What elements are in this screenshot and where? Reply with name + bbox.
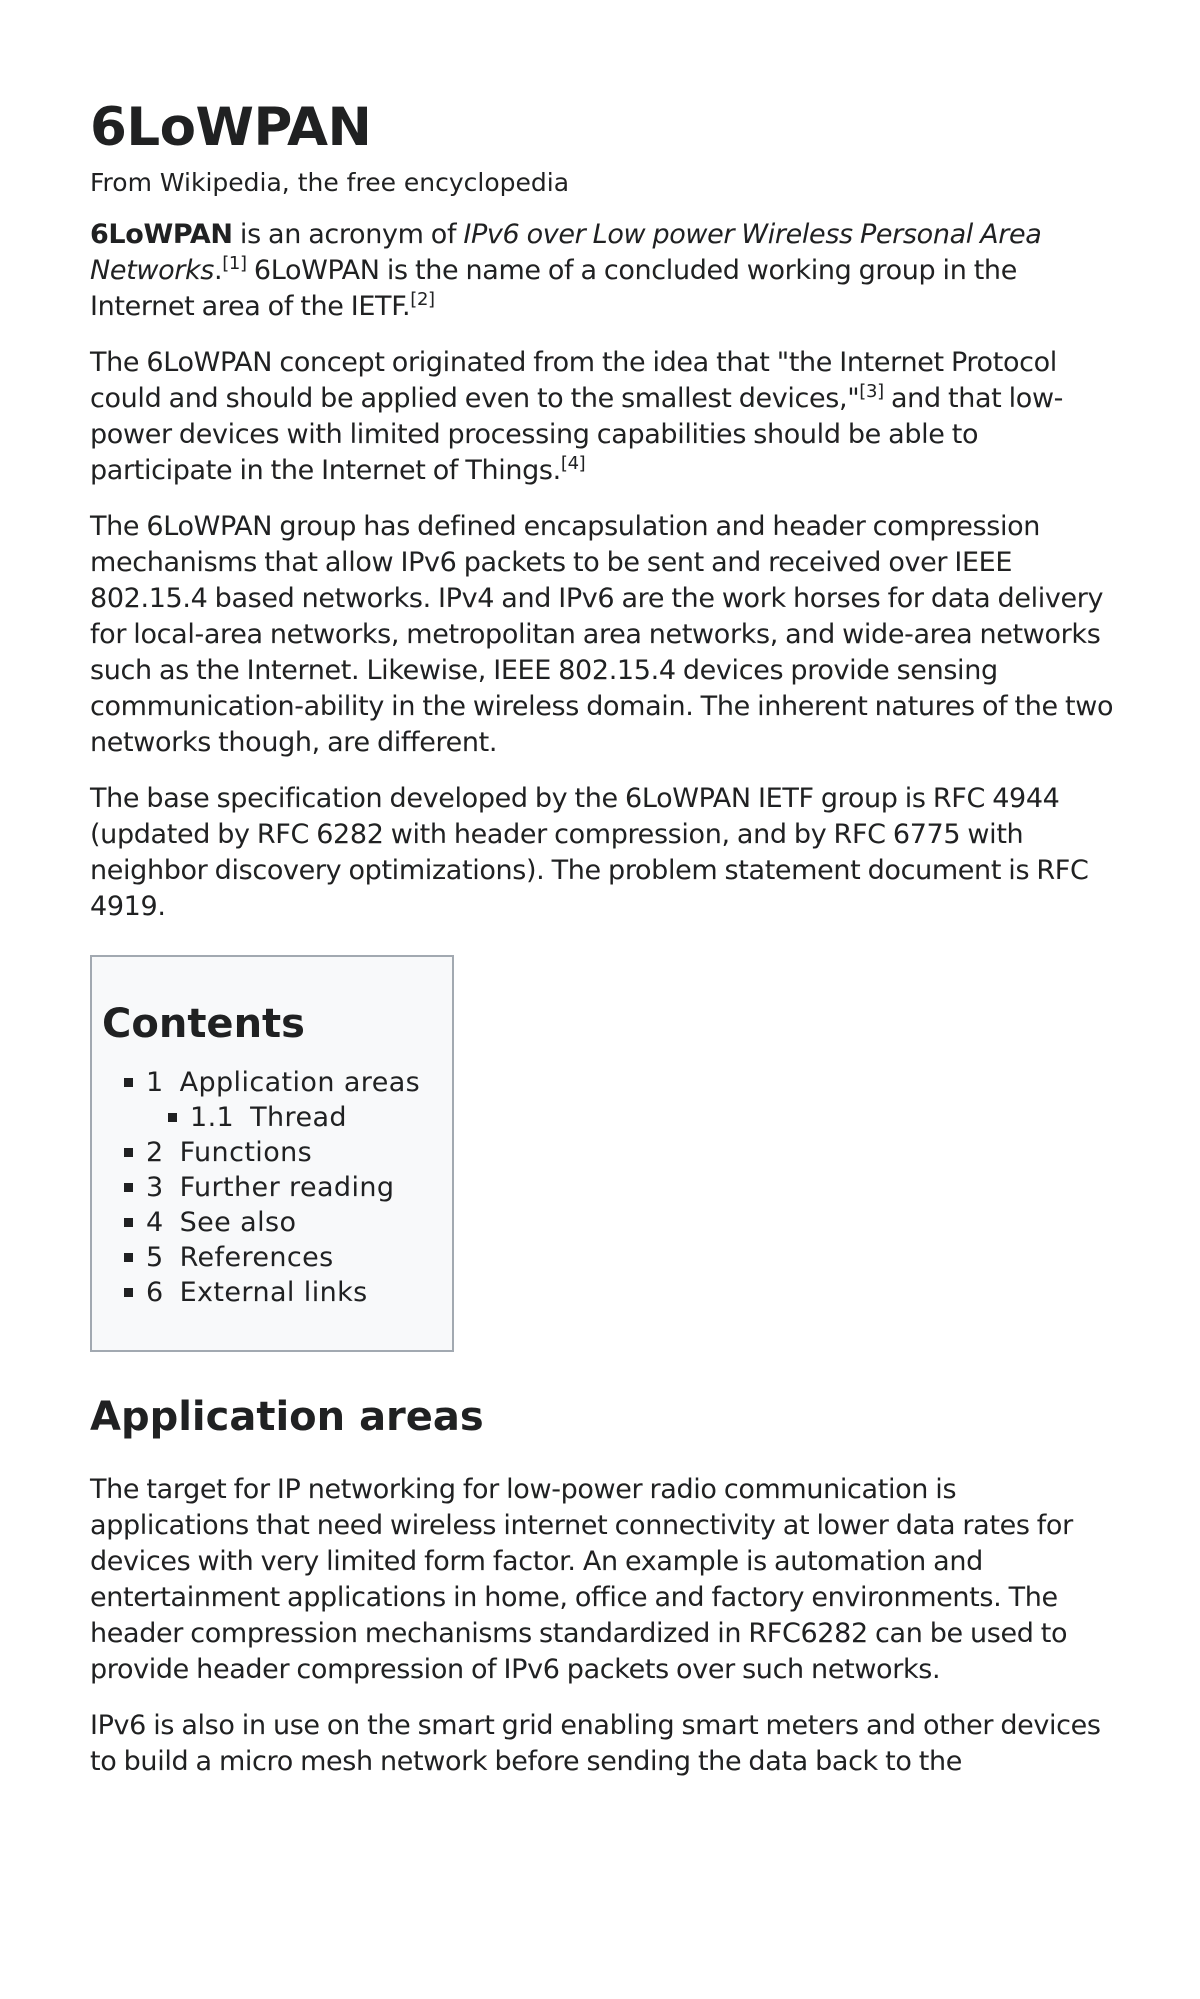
toc-heading: Contents [102, 1000, 305, 1047]
toc-item-thread[interactable]: 1.1 Thread [190, 1100, 442, 1135]
term-bold: 6LoWPAN [90, 218, 233, 250]
application-paragraph-2: IPv6 is also in use on the smart grid enabling smart meters and other devices to build a micro mesh network before sending the data back to the [90, 1709, 1101, 1777]
tagline: From Wikipedia, the free encyclopedia [90, 167, 570, 197]
reference-link-2[interactable]: [2] [410, 288, 435, 310]
article [90, 96, 1120, 1780]
intro-paragraph-1: 6LoWPAN is an acronym of IPv6 over Low power Wireless Personal Area Networks.[1] 6LoWPAN is the name of a concluded working group in the Internet area of the IETF.[2] [90, 218, 1042, 322]
intro-paragraph-3: The 6LoWPAN group has defined encapsulation and header compression mechanisms that allow IPv6 packets to be sent and received over IEEE 802.15.4 based networks. IPv4 and IPv6 are the work horses for data delivery for local-area networks, metropolitan area networks, and wide-area networks such as the Internet. Likewise, IEEE 802.15.4 devices provide sensing communication-ability in the wireless domain. The inherent natures of the two networks though, are different. [90, 510, 1114, 758]
reference-link-4[interactable]: [4] [560, 452, 586, 474]
toc-list [102, 1065, 442, 1310]
toc-item-application-areas[interactable]: 1 Application areas 1.1 Thread [146, 1065, 442, 1135]
reference-link-3[interactable]: [3] [859, 380, 884, 402]
section-heading-application-areas: Application areas [90, 1393, 484, 1440]
page-title: 6LoWPAN [90, 97, 372, 158]
intro-paragraph-4: The base specification developed by the 6LoWPAN IETF group is RFC 4944 (updated by RFC 6282 with header compression, and by RFC 6775 with neighbor discovery optimizations). The problem statement document is RFC 4919. [90, 782, 1089, 922]
toc-item-references[interactable]: 5 References [146, 1240, 442, 1275]
intro-paragraph-2: The 6LoWPAN concept originated from the idea that "the Internet Protocol could and should be applied even to the smallest devices,"[3] and that low-power devices with limited processing capabilities should be able to participate in the Internet of Things.[4] [90, 346, 1064, 486]
acronym-expansion: IPv6 over Low power Wireless Personal Area Networks [90, 218, 1042, 286]
toc-item-see-also[interactable]: 4 See also [146, 1205, 442, 1240]
toc-item-external-links[interactable]: 6 External links [146, 1275, 442, 1310]
toc-item-functions[interactable]: 2 Functions [146, 1135, 442, 1170]
application-paragraph-1: The target for IP networking for low-power radio communication is applications that need wireless internet connectivity at lower data rates for devices with very limited form factor. An example is automation and entertainment applications in home, office and factory environments. The header compression mechanisms standardized in RFC6282 can be used to provide header compression of IPv6 packets over such networks. [90, 1473, 1073, 1685]
toc-item-further-reading[interactable]: 3 Further reading [146, 1170, 442, 1205]
reference-link-1[interactable]: [1] [222, 252, 247, 274]
table-of-contents [90, 955, 454, 1352]
